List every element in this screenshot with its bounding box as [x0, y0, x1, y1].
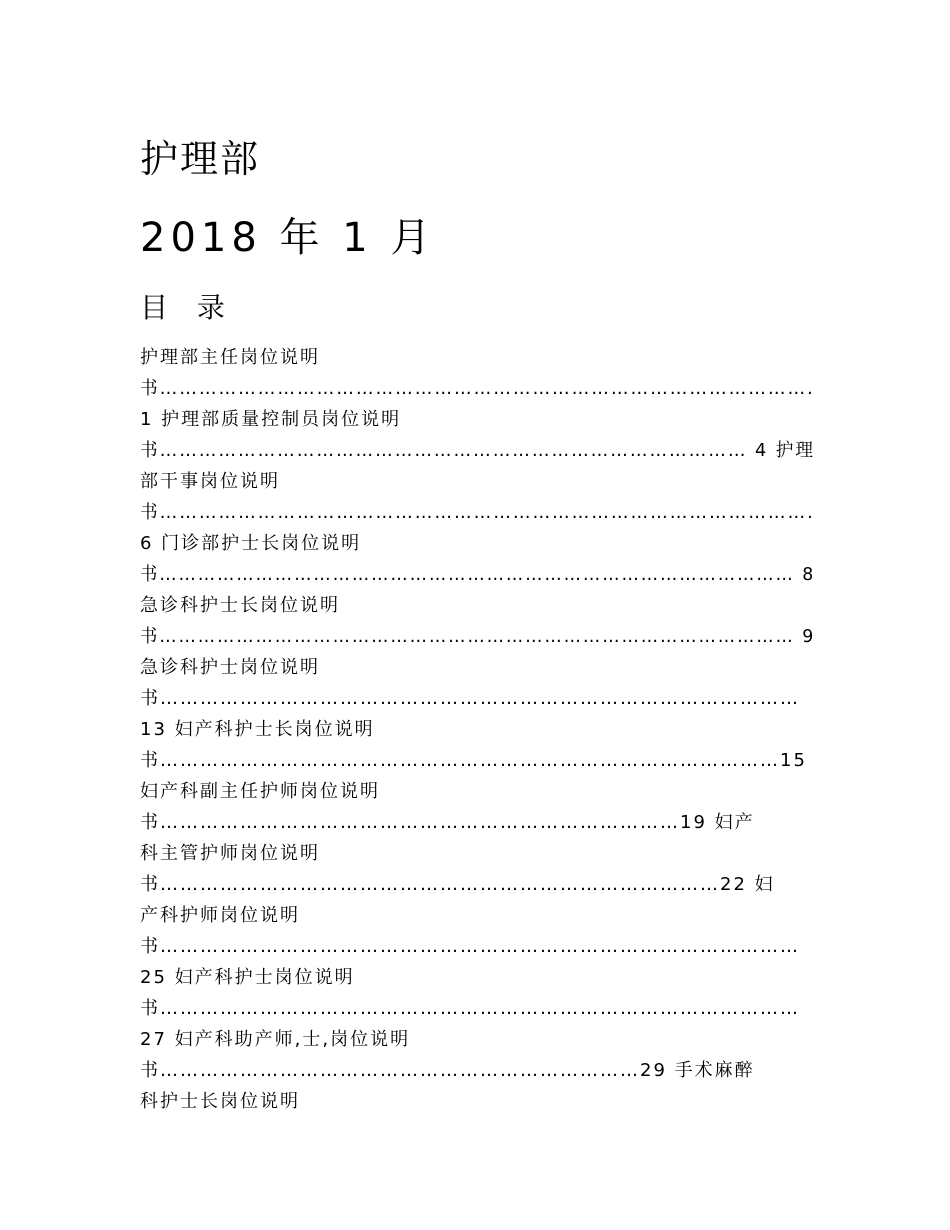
toc-line: 护理部主任岗位说明 — [140, 347, 320, 368]
toc-title: 目 录 — [140, 291, 235, 324]
toc-line: 急诊科护士长岗位说明 — [140, 595, 340, 616]
toc-line: 急诊科护士岗位说明 — [140, 657, 320, 678]
toc-line: 书…………………………………………………………………………22 妇 — [140, 874, 775, 895]
toc-line: 科护士长岗位说明 — [140, 1091, 300, 1112]
toc-line: 书…………………………………………………………………………………… — [140, 998, 800, 1019]
toc-line: 书……………………………………………………………………………………… 8 — [140, 564, 816, 585]
toc-line: 书………………………………………………………………………………………. — [140, 378, 815, 399]
toc-line: 书……………………………………………………………………………………… 9 — [140, 626, 816, 647]
toc-line: 书…………………………………………………………………………………… — [140, 688, 800, 709]
toc-line: 27 妇产科助产师,士,岗位说明 — [140, 1029, 411, 1050]
toc-line: 1 护理部质量控制员岗位说明 — [140, 409, 402, 430]
toc-line: 科主管护师岗位说明 — [140, 843, 320, 864]
toc-line: 书…………………………………………………………………………………15 — [140, 750, 807, 771]
toc-line: 书……………………………………………………………………19 妇产 — [140, 812, 755, 833]
toc-line: 部干事岗位说明 — [140, 471, 280, 492]
toc-line: 书………………………………………………………………………………………. — [140, 502, 815, 523]
document-date: 2018 年 1 月 — [140, 215, 436, 261]
toc-line: 书…………………………………………………………………………………… — [140, 936, 800, 957]
toc-line: 6 门诊部护士长岗位说明 — [140, 533, 362, 554]
toc-line: 产科护师岗位说明 — [140, 905, 300, 926]
department-title: 护理部 — [140, 137, 261, 181]
toc-line: 25 妇产科护士岗位说明 — [140, 967, 355, 988]
toc-line: 13 妇产科护士长岗位说明 — [140, 719, 375, 740]
toc-line: 妇产科副主任护师岗位说明 — [140, 781, 380, 802]
toc-line: 书……………………………………………………………………………… 4 护理 — [140, 440, 815, 461]
toc-line: 书………………………………………………………………29 手术麻醉 — [140, 1060, 755, 1081]
